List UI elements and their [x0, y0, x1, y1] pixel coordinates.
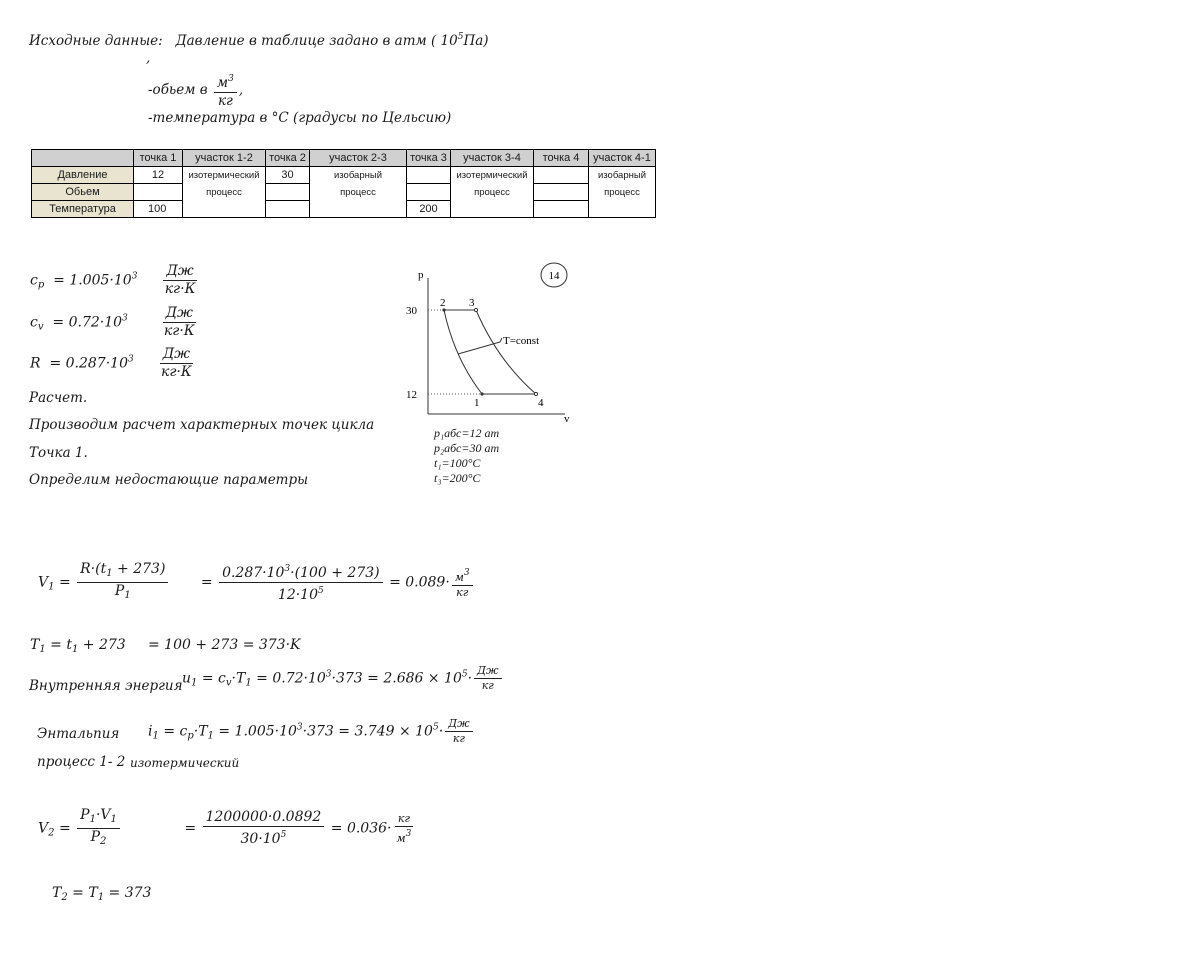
cp-unit: $\frac{Дж}{кг\cdot К}$ [164, 263, 196, 297]
cell-t3: 200 [407, 201, 451, 218]
legend-p1: p₁абс=12 ат [434, 426, 500, 440]
point-1-marker [480, 392, 483, 395]
cell-p1: 12 [134, 167, 183, 184]
row-label-temperature: Температура [32, 201, 134, 218]
intro-comma: , [146, 50, 151, 66]
cell-p4 [534, 167, 589, 184]
pressure-unit: Па) [463, 33, 489, 49]
proc34-line2: процесс [474, 187, 510, 198]
legend-t1: t₁=100°C [434, 456, 481, 470]
tconst-label: T=const [503, 335, 540, 347]
cell-proc12 [183, 167, 266, 218]
proc41-line2: процесс [604, 187, 640, 198]
v1-frac: $\frac{R\cdot(t_1 + 273)}{P_1}$ [77, 562, 168, 603]
diagram-legend [434, 426, 499, 486]
header-cell: участок 2-3 [310, 150, 407, 167]
header-cell: участок 1-2 [183, 150, 266, 167]
row-label-pressure: Давление [32, 167, 134, 184]
intro-label: Исходные данные: [29, 33, 163, 49]
axis-p-label: p [418, 269, 424, 281]
proc34-line1: изотермический [456, 170, 528, 181]
proc12-line1: изотермический [188, 170, 260, 181]
internal-label: Внутренняя энергия [29, 678, 183, 694]
volume-den: кг [217, 93, 233, 109]
const-cv: $c_v = 0.72\cdot 10^3$ $\frac{Дж}{кг\cdot К}$ [30, 306, 200, 339]
v1-unit: $\frac{м^3}{кг}$ [452, 567, 473, 599]
cell-p3 [407, 167, 451, 184]
cell-proc41 [589, 167, 656, 218]
cell-t2 [266, 201, 310, 218]
header-cell: участок 3-4 [451, 150, 534, 167]
point-3-marker [474, 308, 477, 311]
diagram-badge: 14 [548, 270, 560, 282]
volume-unit [214, 72, 237, 109]
points-heading: Производим расчет характерных точек цикла [29, 417, 375, 433]
cell-v4 [534, 184, 589, 201]
calc-heading: Расчет. [29, 390, 88, 406]
row-label-volume: Обьем [32, 184, 134, 201]
missing-heading: Определим недостающие параметры [29, 472, 309, 488]
cell-proc23 [310, 167, 407, 218]
process12-label: процесс 1- 2 [37, 754, 126, 770]
table-corner [32, 150, 134, 167]
cell-v1 [134, 184, 183, 201]
point1-heading: Точка 1. [29, 445, 88, 461]
tick-30: 30 [406, 305, 417, 317]
pressure-exp: 5 [457, 32, 464, 42]
point-4-marker [534, 392, 537, 395]
eq-t2: $T_2 = T_1 = 373$ [52, 885, 152, 903]
point-4-label: 4 [538, 397, 544, 409]
eq-i1: $i_1 = c_p\cdot T_1 = 1.005\cdot 10^3\cdot 373 = 3.749 \times 10^5\cdot$ $\frac{Дж}{кг}$ [148, 718, 475, 745]
volume-num: м [216, 75, 229, 91]
legend-t3: t₃=200°C [434, 471, 481, 485]
header-cell: точка 2 [266, 150, 310, 167]
cell-t4 [534, 201, 589, 218]
v2-frac-values: $\frac{1200000\cdot 0.0892}{30\cdot 10^5}$ [203, 810, 325, 847]
v2-frac: $\frac{P_1\cdot V_1}{P_2}$ [77, 808, 120, 849]
cell-v2 [266, 184, 310, 201]
cv-unit: $\frac{Дж}{кг\cdot К}$ [163, 305, 195, 339]
u1-unit: $\frac{Дж}{кг}$ [474, 665, 501, 692]
data-table [31, 149, 656, 218]
eq-t1: $T_1 = t_1 + 273$ = 100 + 273 = 373·K [30, 637, 301, 655]
header-cell: точка 4 [534, 150, 589, 167]
intro-line [29, 32, 489, 49]
point-2-label: 2 [440, 297, 446, 309]
cell-proc34 [451, 167, 534, 218]
proc23-line2: процесс [340, 187, 376, 198]
header-cell: точка 3 [407, 150, 451, 167]
proc12-line2: процесс [206, 187, 242, 198]
volume-num-exp: 3 [228, 74, 234, 84]
eq-u1: $u_1 = c_v\cdot T_1 = 0.72\cdot 10^3\cdot 373 = 2.686 \times 10^5\cdot$ $\frac{Дж}{кг}$ [182, 665, 504, 692]
pv-diagram [400, 258, 590, 428]
v1-frac-values: $\frac{0.287\cdot 10^3\cdot(100 + 273)}{12\cdot 10^5}$ [219, 562, 383, 603]
tick-12: 12 [406, 389, 417, 401]
const-r: $R = 0.287\cdot 10^3$ $\frac{Дж}{кг\cdot К}$ [30, 347, 197, 380]
cell-v3 [407, 184, 451, 201]
cell-t1: 100 [134, 201, 183, 218]
proc23-line1: изобарный [333, 170, 382, 181]
volume-tail: , [238, 82, 244, 98]
isothermal-label: изотермический [130, 756, 240, 770]
header-cell: участок 4-1 [589, 150, 656, 167]
enthalpy-label: Энтальпия [37, 726, 120, 742]
header-cell: точка 1 [134, 150, 183, 167]
volume-text: -обьем в [148, 82, 208, 98]
proc41-line1: изобарный [597, 170, 646, 181]
eq-v2: $V_2$ = $\frac{P_1\cdot V_1}{P_2}$ = $\frac{1200000\cdot 0.0892}{30\cdot 10^5}$ = 0.036· $\frac{кг}{м^3}$ [38, 808, 416, 849]
volume-line [148, 72, 243, 109]
temp-line: -температура в °С (градусы по Цельсию) [148, 110, 452, 126]
eq-v1: $V_1$ = $\frac{R\cdot(t_1 + 273)}{P_1}$ = $\frac{0.287\cdot 10^3\cdot(100 + 273)}{12\cdot 10^5}$ = 0.089· $\frac{м^3}{кг}$ [38, 562, 475, 603]
axis-v-label: v [564, 413, 570, 425]
point-1-label: 1 [474, 397, 480, 409]
r-unit: $\frac{Дж}{кг\cdot К}$ [160, 346, 192, 380]
legend-p2: p₂абс=30 ат [434, 441, 500, 455]
point-3-label: 3 [469, 297, 475, 309]
i1-unit: $\frac{Дж}{кг}$ [445, 718, 472, 745]
pressure-text: Давление в таблице задано в атм ( 10 [175, 33, 458, 49]
v2-unit: $\frac{кг}{м^3}$ [396, 811, 412, 845]
const-cp: $c_p = 1.005\cdot 10^3$ $\frac{Дж}{кг\cdot К}$ [30, 264, 200, 297]
cell-p2: 30 [266, 167, 310, 184]
